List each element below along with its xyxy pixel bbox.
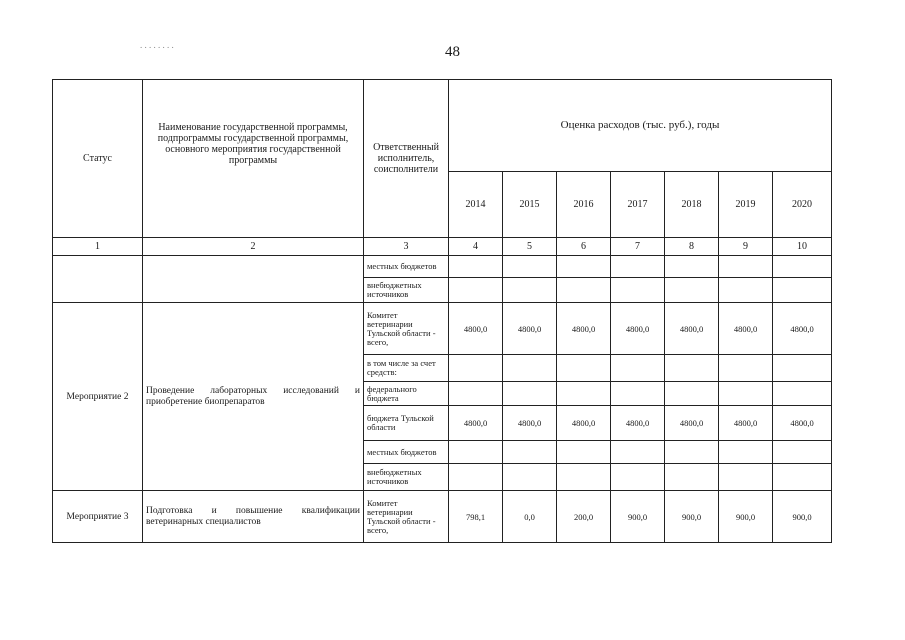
table-row xyxy=(53,256,832,278)
header-row xyxy=(53,80,832,172)
header-executor: Ответственный исполнитель, соисполнители xyxy=(364,80,449,238)
source-cell: местных бюджетов xyxy=(364,441,449,464)
budget-table xyxy=(52,79,832,543)
value-cell: 4800,0 xyxy=(503,406,557,441)
value-cell: 900,0 xyxy=(719,491,773,543)
value-cell: 4800,0 xyxy=(719,303,773,355)
value-cell: 900,0 xyxy=(773,491,832,543)
header-costs: Оценка расходов (тыс. руб.), годы xyxy=(449,80,832,172)
value-cell: 0,0 xyxy=(503,491,557,543)
source-cell: внебюджетных источников xyxy=(364,278,449,303)
status-cell-empty xyxy=(53,256,143,303)
activity-name: Подготовка и повышение квалификации ветеринарных специалистов xyxy=(143,491,364,543)
column-number: 1 xyxy=(53,238,143,256)
activity-status: Мероприятие 3 xyxy=(53,491,143,543)
column-number: 3 xyxy=(364,238,449,256)
value-cell: 4800,0 xyxy=(449,406,503,441)
column-numbers-row xyxy=(53,238,832,256)
page-number: 48 xyxy=(445,44,460,60)
column-number: 10 xyxy=(773,238,832,256)
column-number: 5 xyxy=(503,238,557,256)
value-cell: 4800,0 xyxy=(557,406,611,441)
source-cell: в том числе за счет средств: xyxy=(364,355,449,382)
value-cell: 4800,0 xyxy=(611,406,665,441)
column-number: 8 xyxy=(665,238,719,256)
value-cell: 900,0 xyxy=(611,491,665,543)
source-cell: Комитет ветеринарии Тульской области - всего, xyxy=(364,491,449,543)
column-number: 9 xyxy=(719,238,773,256)
column-number: 4 xyxy=(449,238,503,256)
column-number: 6 xyxy=(557,238,611,256)
header-name: Наименование государственной программы, подпрограммы государственной программы, основного мероприятия государственной программы xyxy=(143,80,364,238)
table-row xyxy=(53,491,832,543)
year-cell: 2018 xyxy=(665,172,719,238)
value-cell: 4800,0 xyxy=(773,406,832,441)
year-cell: 2015 xyxy=(503,172,557,238)
source-cell: федерального бюджета xyxy=(364,382,449,406)
source-cell: Комитет ветеринарии Тульской области - всего, xyxy=(364,303,449,355)
value-cell: 4800,0 xyxy=(557,303,611,355)
value-cell: 4800,0 xyxy=(719,406,773,441)
value-cell: 4800,0 xyxy=(665,303,719,355)
scan-artifact: . . . . . . . . xyxy=(140,40,174,50)
value-cell: 900,0 xyxy=(665,491,719,543)
value-cell: 4800,0 xyxy=(773,303,832,355)
year-cell: 2020 xyxy=(773,172,832,238)
source-cell: внебюджетных источников xyxy=(364,464,449,491)
value-cell: 4800,0 xyxy=(665,406,719,441)
value-cell: 200,0 xyxy=(557,491,611,543)
header-status: Статус xyxy=(53,80,143,238)
value-cell: 4800,0 xyxy=(449,303,503,355)
table-row xyxy=(53,303,832,355)
name-cell-empty xyxy=(143,256,364,303)
year-cell: 2014 xyxy=(449,172,503,238)
value-cell: 4800,0 xyxy=(503,303,557,355)
source-cell: местных бюджетов xyxy=(364,256,449,278)
source-cell: бюджета Тульской области xyxy=(364,406,449,441)
column-number: 2 xyxy=(143,238,364,256)
activity-name: Проведение лабораторных исследований и приобретение биопрепаратов xyxy=(143,303,364,491)
activity-status: Мероприятие 2 xyxy=(53,303,143,491)
value-cell: 798,1 xyxy=(449,491,503,543)
year-cell: 2019 xyxy=(719,172,773,238)
year-cell: 2016 xyxy=(557,172,611,238)
year-cell: 2017 xyxy=(611,172,665,238)
column-number: 7 xyxy=(611,238,665,256)
value-cell: 4800,0 xyxy=(611,303,665,355)
